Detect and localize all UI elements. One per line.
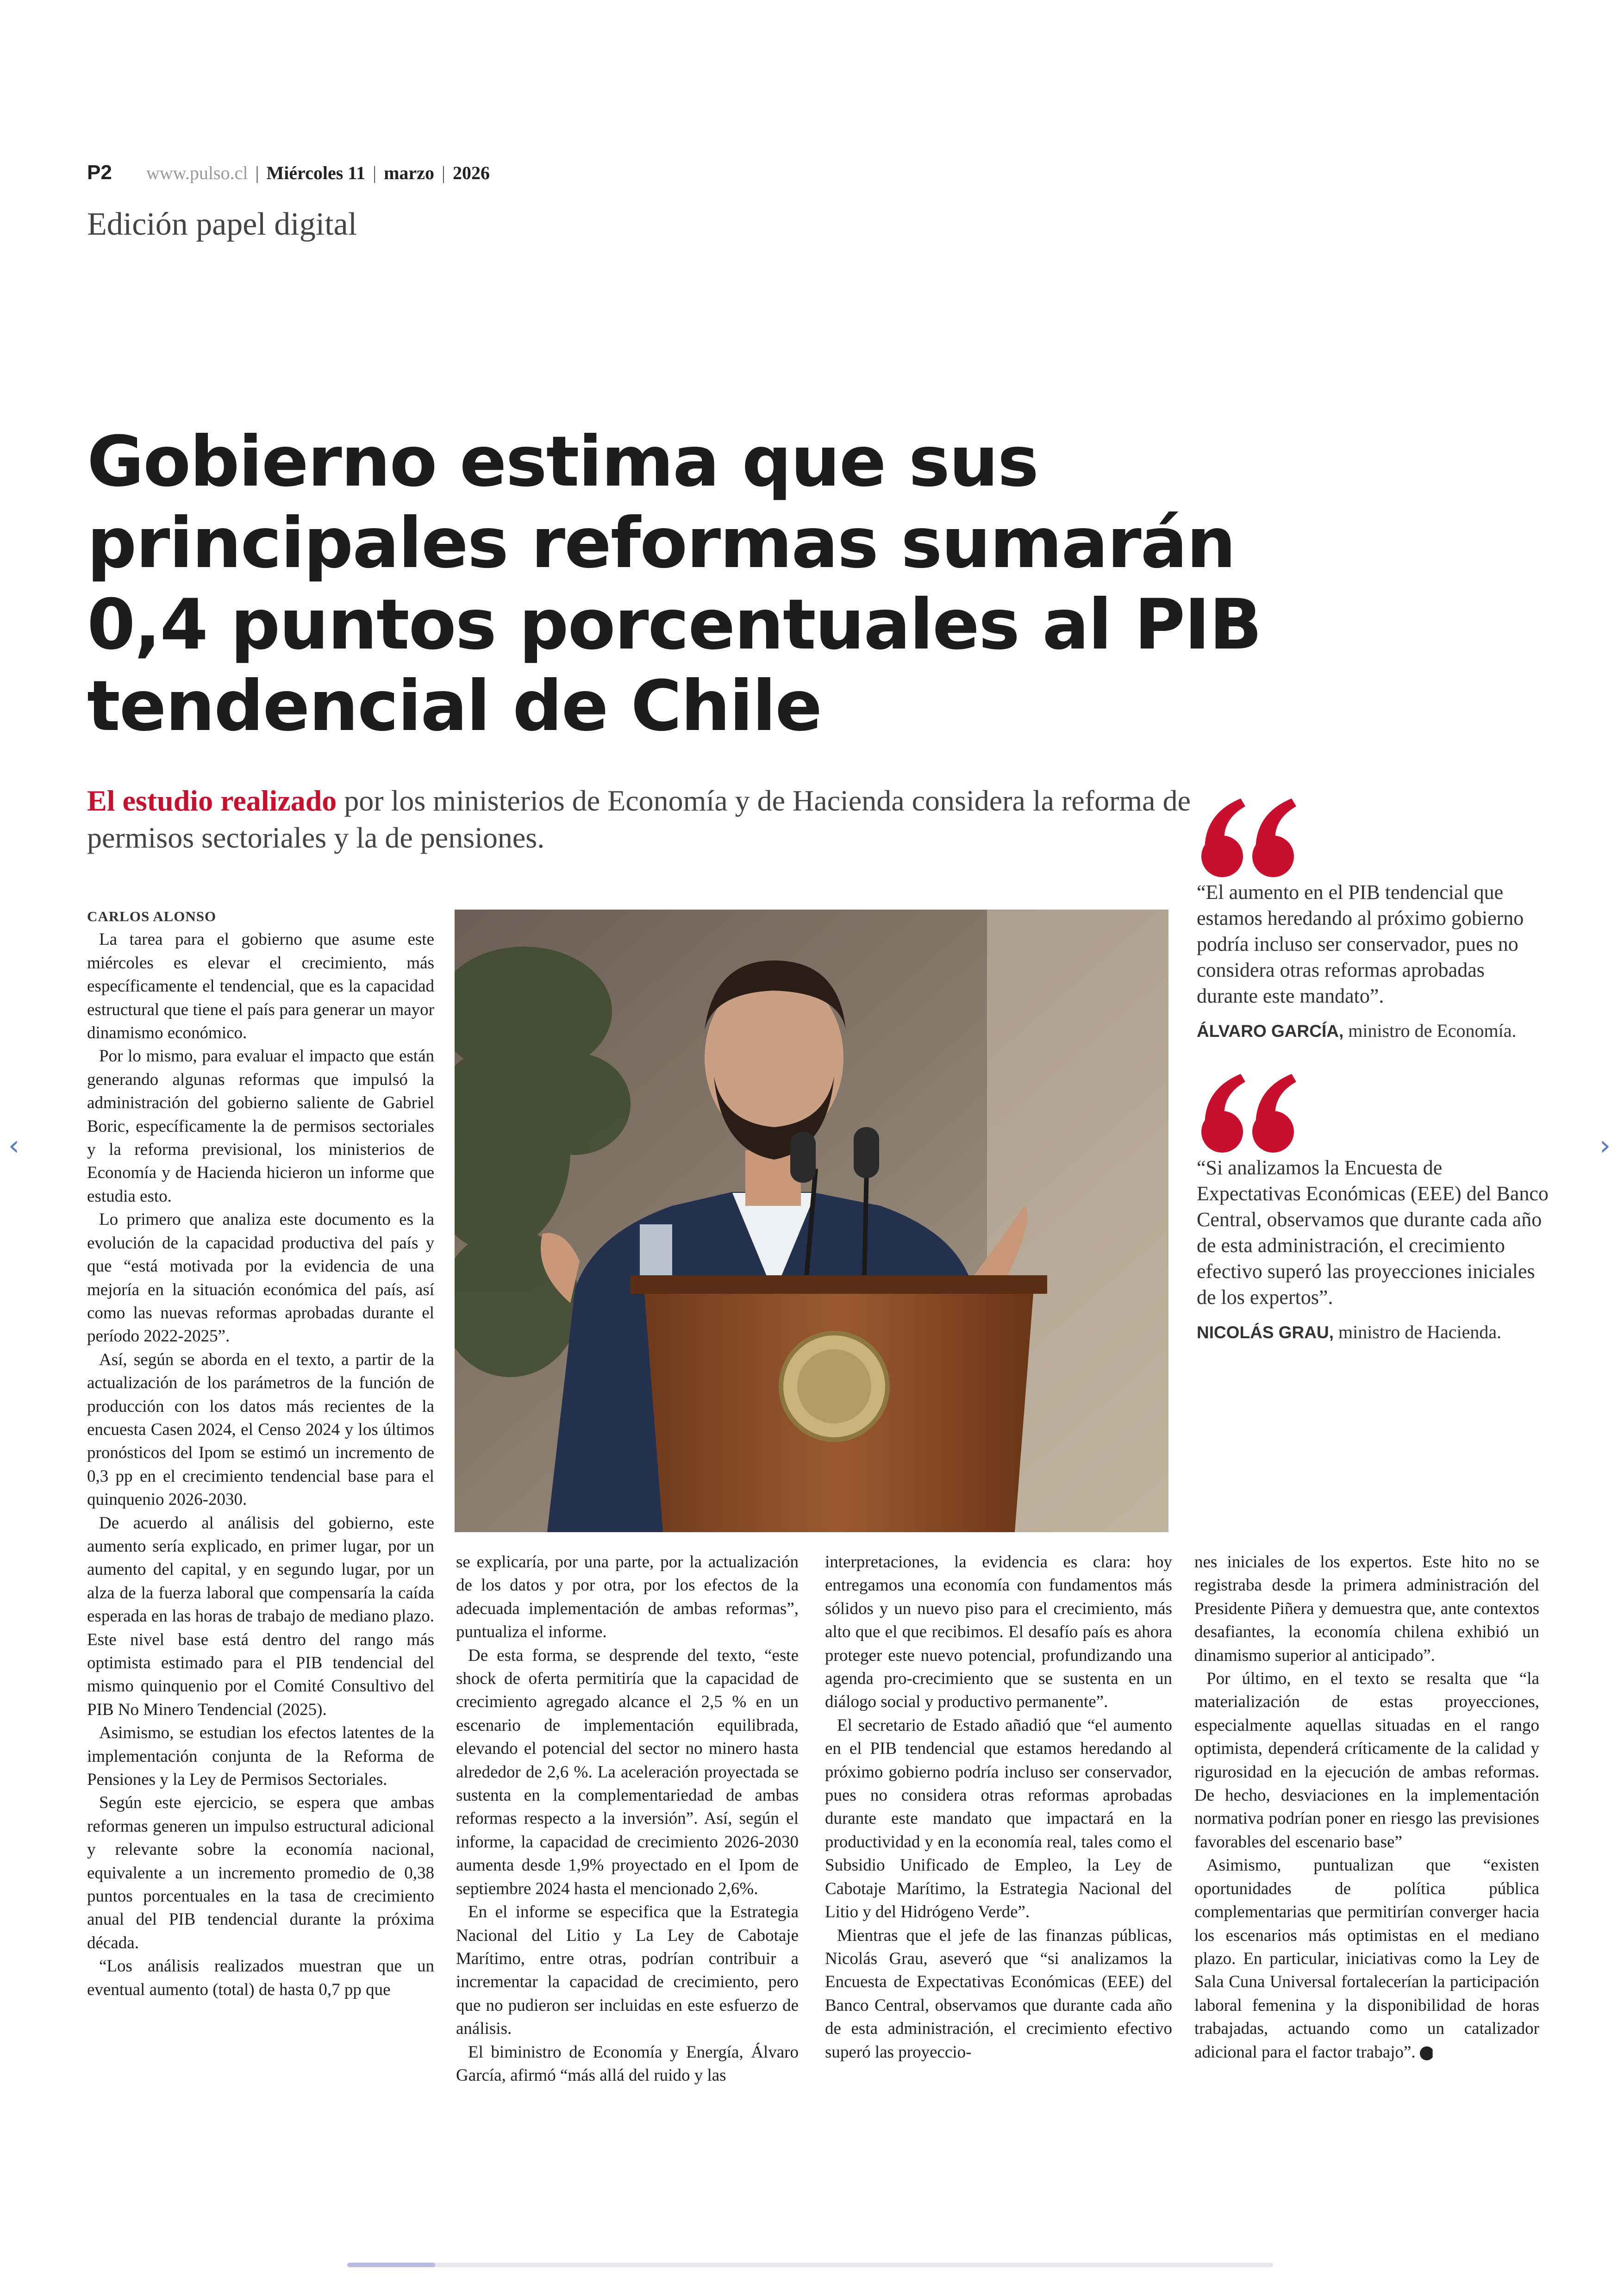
page-scrollbar[interactable] bbox=[347, 2263, 1273, 2267]
folio: P2 www.pulso.cl | Miércoles 11 | marzo | 2026 bbox=[87, 161, 490, 184]
paragraph: Por lo mismo, para evaluar el impacto que están generando algunas reformas que impulsó la administración del gobierno saliente de Gabriel Boric, específicamente la de permisos sectoriales y la reforma previsional, los ministerios de Economía y de Hacienda hicieron un informe que estudia esto. bbox=[87, 1047, 434, 1206]
paragraph: Así, según se aborda en el texto, a partir de la actualización de los parámetros de la función de producción con los datos más recientes de la encuesta Casen 2024, el Censo 2024 y los últimos pronósticos del Ipom se estimó un incremento de 0,3 pp en el crecimiento tendencial base para el quinquenio 2026-2030. bbox=[87, 1350, 434, 1509]
paragraph: Según este ejercicio, se espera que ambas reformas generen un impulso estructural adicional y relevante sobre la economía nacional, equivalente a un incremento promedio de 0,38 puntos porcentuales en la tasa de crecimiento anual del PIB tendencial durante la próxima década. bbox=[87, 1793, 434, 1952]
headline-line: principales reformas sumarán bbox=[87, 503, 1235, 584]
pull-quotes bbox=[1197, 787, 1549, 1345]
headline-line: tendencial de Chile bbox=[87, 666, 822, 747]
paragraph: Mientras que el jefe de las finanzas públicas, Nicolás Grau, aseveró que “si analizamos la Encuesta de Expectativas Económicas (EEE) del Banco Central, observamos que durante cada año de esta administración, el crecimiento efectivo superó las proyeccio- bbox=[825, 1926, 1172, 2062]
paragraph: “Los análisis realizados muestran que un eventual aumento (total) de hasta 0,7 pp que bbox=[87, 1957, 434, 1999]
paragraph: interpretaciones, la evidencia es clara: hoy entregamos una economía con fundamentos más sólidos y un nuevo piso para el crecimiento, más alto que el que recibimos. El desafío país es ahora proteger este nuevo potencial, profundizando una agenda pro-crecimiento que se sustenta en un diálogo social y productivo permanente”. bbox=[825, 1553, 1172, 1712]
paragraph: De acuerdo al análisis del gobierno, este aumento sería explicado, en primer lugar, por un aumento del capital, y en segundo lugar, por un alza de la fuerza laboral que compensaría la caída esperada en las horas de trabajo de mediano plazo. Este nivel base está dentro del rango más optimista estimado para el PIB tendencial del mismo quinquenio por el Comité Consultivo del PIB No Minero Tendencial (2025). bbox=[87, 1513, 434, 1719]
paragraph: El biministro de Economía y Energía, Álvaro García, afirmó “más allá del ruido y las bbox=[456, 2042, 799, 2085]
photo-illustration bbox=[455, 910, 1168, 1532]
article-column-1 bbox=[87, 905, 434, 2002]
quote-attribution bbox=[1197, 1018, 1549, 1044]
quote-name: ÁLVARO GARCÍA, bbox=[1197, 1022, 1344, 1041]
article-column-4 bbox=[1194, 1551, 1539, 2064]
site-url[interactable]: www.pulso.cl bbox=[146, 162, 248, 183]
headline-line: Gobierno estima que sus bbox=[87, 422, 1038, 502]
deck-rest: por los ministerios de Economía y de Hacienda considera la reforma de permisos sectoriales y la de pensiones. bbox=[87, 784, 1191, 854]
quote-name: NICOLÁS GRAU, bbox=[1197, 1323, 1334, 1342]
paragraph: se explicaría, por una parte, por la actualización de los datos y por otra, por los efectos de la adecuada implementación de ambas reformas”, puntualiza el informe. bbox=[456, 1553, 799, 1642]
article-column-3 bbox=[825, 1551, 1172, 2064]
date-day: Miércoles 11 bbox=[266, 162, 366, 183]
deck bbox=[87, 782, 1198, 856]
paragraph: Asimismo, se estudian los efectos latentes de la implementación conjunta de la Reforma de Pensiones y la Ley de Permisos Sectoriales. bbox=[87, 1723, 434, 1790]
headline-line: 0,4 puntos porcentuales al PIB bbox=[87, 585, 1262, 665]
paragraph: De esta forma, se desprende del texto, “este shock de oferta permitiría que la capacidad de crecimiento agregado alcance el 2,5 % en un escenario de implementación equilibrada, elevando el potencial del sector no minero hasta alrededor de 2,6 %. La aceleración proyectada se sustenta en la complementariedad de ambas reformas respecto a la inversión”. Así, según el informe, la capacidad de crecimiento 2026-2030 aumenta desde 1,9% proyectado en el Ipom de septiembre 2024 hasta el mencionado 2,6%. bbox=[456, 1646, 799, 1898]
article-column-2 bbox=[456, 1551, 799, 2087]
paragraph: El secretario de Estado añadió que “el aumento en el PIB tendencial que estamos heredando al próximo gobierno podría incluso ser conservador, pues no considera otras reformas aprobadas durante este mandato que impactará en la productividad y en la economía real, tales como el Subsidio Unificado de Empleo, la Ley de Cabotaje Marítimo, la Estrategia Nacional del Litio y del Hidrógeno Verde”. bbox=[825, 1715, 1172, 1922]
quote-mark-icon bbox=[1197, 1062, 1303, 1155]
edition-label: Edición papel digital bbox=[87, 206, 357, 242]
quote-role: ministro de Hacienda. bbox=[1334, 1322, 1502, 1342]
paragraph: En el informe se especifica que la Estrategia Nacional del Litio y La Ley de Cabotaje Marítimo, entre otras, podrían contribuir a incrementar la capacidad de crecimiento, pero que no pudieron ser incluidas en este esfuerzo de análisis. bbox=[456, 1902, 799, 2039]
quote-mark-icon bbox=[1197, 787, 1303, 879]
pull-quote bbox=[1197, 1062, 1549, 1345]
quote-role: ministro de Economía. bbox=[1343, 1020, 1517, 1041]
paragraph: La tarea para el gobierno que asume este miércoles es elevar el crecimiento, más específicamente el tendencial, que es la capacidad estructural que tiene el país para generar un mayor dinamismo económico. bbox=[87, 930, 434, 1043]
date-year: 2026 bbox=[452, 162, 490, 183]
scrollbar-thumb[interactable] bbox=[347, 2263, 435, 2267]
headline bbox=[87, 421, 1262, 747]
end-mark-icon: P bbox=[1420, 2046, 1434, 2060]
paragraph: Por último, en el texto se resalta que “la materialización de estas proyecciones, especialmente aquellas situadas en el rango optimista, dependerá críticamente de la calidad y rigurosidad en la ejecución de ambas reformas. De hecho, desviaciones en la implementación normativa podrían poner en riesgo las previsiones favorables del escenario base” bbox=[1194, 1669, 1539, 1852]
pull-quote bbox=[1197, 787, 1549, 1044]
chevron-left-icon[interactable]: ‹ bbox=[8, 1129, 19, 1162]
quote-text: “Si analizamos la Encuesta de Expectativas Económicas (EEE) del Banco Central, observamos que durante cada año de esta administración, el crecimiento efectivo superó las proyecciones iniciales de los expertos”. bbox=[1197, 1156, 1549, 1309]
deck-lead: El estudio realizado bbox=[87, 784, 337, 817]
quote-text: “El aumento en el PIB tendencial que estamos heredando al próximo gobierno podría incluso ser conservador, pues no considera otras reformas aprobadas durante este mandato”. bbox=[1197, 881, 1524, 1007]
date-month: marzo bbox=[384, 162, 434, 183]
quote-attribution bbox=[1197, 1320, 1549, 1345]
chevron-right-icon[interactable]: › bbox=[1599, 1129, 1611, 1162]
paragraph-text: Asimismo, puntualizan que “existen oportunidades de política pública complementarias que permitirían converger hacia los escenarios más optimistas en el mediano plazo. En particular, iniciativas como la Ley de Sala Cuna Universal fortalecerían la participación laboral femenina y la disponibilidad de horas trabajadas, actuando como un catalizador adicional para el factor trabajo”. bbox=[1194, 1856, 1539, 2062]
paragraph: nes iniciales de los expertos. Este hito no se registraba desde la primera administración del Presidente Piñera y demuestra que, ante contextos desafiantes, la economía chilena exhibió un dinamismo superior al anticipado”. bbox=[1194, 1553, 1539, 1665]
paragraph bbox=[1194, 1854, 1539, 2064]
paragraph: Lo primero que analiza este documento es la evolución de la capacidad productiva del país y que “está motivada por la evidencia de una mejoría en la situación económica del país, así como las nuevas reformas aprobadas durante el período 2022-2025”. bbox=[87, 1210, 434, 1346]
article-photo bbox=[455, 910, 1168, 1532]
page-number: P2 bbox=[87, 161, 112, 184]
byline: CARLOS ALONSO bbox=[87, 908, 217, 924]
